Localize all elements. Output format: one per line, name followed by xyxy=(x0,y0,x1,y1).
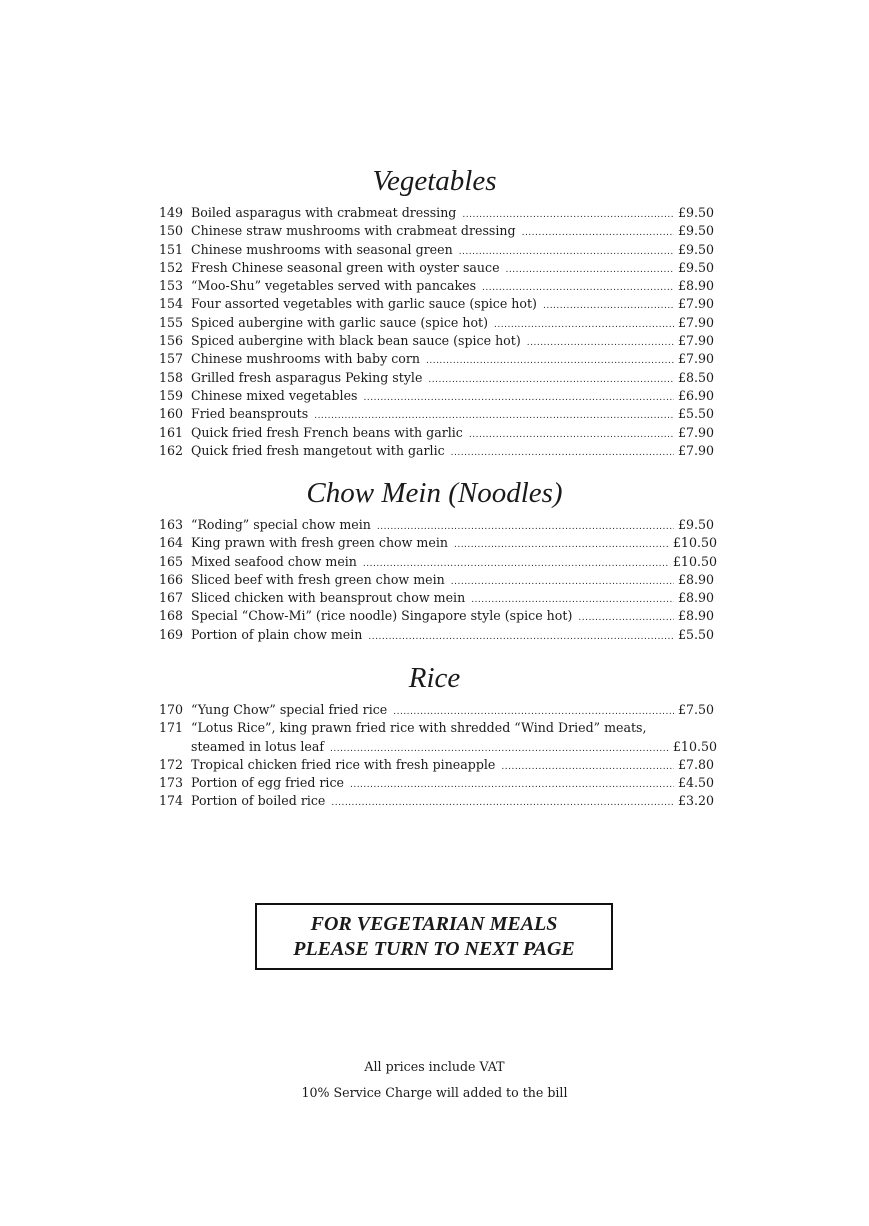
item-price: £9.50 xyxy=(678,223,715,239)
item-number: 167 xyxy=(159,590,184,606)
menu-item xyxy=(159,774,717,792)
menu-item xyxy=(159,792,717,810)
item-number: 162 xyxy=(159,442,184,458)
item-name-line2: steamed in lotus leaf xyxy=(191,738,324,754)
item-number: 149 xyxy=(159,205,184,220)
item-number: 153 xyxy=(159,278,184,294)
item-name: Sliced chicken with beansprout chow mein xyxy=(191,590,466,606)
item-name: Mixed seafood chow mein xyxy=(191,553,357,569)
menu-item xyxy=(159,607,717,625)
item-number: 155 xyxy=(159,314,184,330)
dot-leader xyxy=(451,444,674,462)
menu-list-vegetables xyxy=(159,204,717,460)
menu-item xyxy=(159,571,717,589)
menu-item xyxy=(159,222,717,240)
item-number: 163 xyxy=(159,517,184,532)
menu-item xyxy=(159,516,717,534)
section-title-rice: Rice xyxy=(408,662,461,694)
dot-leader xyxy=(527,334,674,352)
item-price: £7.90 xyxy=(678,424,715,440)
dot-leader xyxy=(501,758,674,776)
item-name: Grilled fresh asparagus Peking style xyxy=(191,369,423,385)
item-price: £5.50 xyxy=(678,626,715,642)
menu-item-continued xyxy=(159,738,717,756)
menu-item xyxy=(159,424,717,442)
dot-leader xyxy=(543,297,674,315)
item-price: £7.90 xyxy=(678,296,715,312)
vat-note: All prices include VAT xyxy=(364,1059,505,1074)
item-price: £7.80 xyxy=(678,756,715,772)
item-name: Special “Chow-Mi” (rice noodle) Singapore style (spice hot) xyxy=(191,608,573,624)
menu-item xyxy=(159,259,717,277)
item-price: £8.90 xyxy=(678,278,715,294)
item-name: “Moo-Shu” vegetables served with pancakes xyxy=(191,278,477,294)
item-name: Boiled asparagus with crabmeat dressing xyxy=(191,205,457,220)
item-name: “Lotus Rice”, king prawn fried rice with shredded “Wind Dried” meats, xyxy=(191,720,647,736)
item-name: Fried beansprouts xyxy=(191,406,309,422)
menu-item xyxy=(159,701,717,719)
dot-leader xyxy=(451,573,674,591)
item-number: 157 xyxy=(159,351,184,367)
item-number: 174 xyxy=(159,793,184,809)
menu-list-rice xyxy=(159,701,717,811)
item-name: Chinese straw mushrooms with crabmeat dressing xyxy=(191,223,516,239)
menu-item xyxy=(159,589,717,607)
item-name: Tropical chicken fried rice with fresh pineapple xyxy=(191,756,496,772)
item-name: Quick fried fresh mangetout with garlic xyxy=(191,442,445,458)
item-name: Four assorted vegetables with garlic sauce (spice hot) xyxy=(191,296,537,312)
menu-item xyxy=(159,387,717,405)
menu-item xyxy=(159,756,717,774)
item-name: Quick fried fresh French beans with garlic xyxy=(191,424,463,440)
item-price: £7.50 xyxy=(678,702,715,717)
item-price: £7.90 xyxy=(678,351,715,367)
item-price: £5.50 xyxy=(678,406,715,422)
item-number: 159 xyxy=(159,387,184,403)
dot-leader xyxy=(522,224,674,242)
menu-item xyxy=(159,277,717,295)
menu-item xyxy=(159,241,717,259)
item-price: £4.50 xyxy=(678,775,715,791)
menu-item xyxy=(159,369,717,387)
item-number: 161 xyxy=(159,424,184,440)
dot-leader xyxy=(469,426,674,444)
item-price: £10.50 xyxy=(672,738,717,754)
menu-item xyxy=(159,719,717,737)
item-name: Spiced aubergine with garlic sauce (spice hot) xyxy=(191,314,489,330)
item-number: 166 xyxy=(159,571,184,587)
dot-leader xyxy=(364,389,674,407)
dot-leader xyxy=(368,628,674,646)
item-name: Fresh Chinese seasonal green with oyster sauce xyxy=(191,259,500,275)
dot-leader xyxy=(506,261,674,279)
dot-leader xyxy=(428,371,674,389)
item-price: £8.90 xyxy=(678,608,715,624)
item-price: £7.90 xyxy=(678,442,715,458)
dot-leader xyxy=(454,536,669,554)
item-price: £7.90 xyxy=(678,333,715,349)
menu-item xyxy=(159,204,717,222)
item-price: £9.50 xyxy=(678,259,715,275)
section-title-chow-mein: Chow Mein (Noodles) xyxy=(306,477,563,509)
item-number: 154 xyxy=(159,296,184,312)
item-price: £8.90 xyxy=(678,590,715,606)
item-number: 150 xyxy=(159,223,184,239)
item-price: £8.90 xyxy=(678,571,715,587)
menu-list-chow-mein xyxy=(159,516,717,644)
item-name: “Yung Chow” special fried rice xyxy=(191,702,388,717)
item-name: Portion of egg fried rice xyxy=(191,775,344,791)
item-name: Sliced beef with fresh green chow mein xyxy=(191,571,445,587)
section-title-vegetables: Vegetables xyxy=(372,165,497,197)
dot-leader xyxy=(350,776,674,794)
item-price: £9.50 xyxy=(678,241,715,257)
notice-line-2: PLEASE TURN TO NEXT PAGE xyxy=(293,937,575,960)
notice-line-1: FOR VEGETARIAN MEALS xyxy=(310,912,558,935)
item-name: Portion of boiled rice xyxy=(191,793,326,809)
item-number: 168 xyxy=(159,608,184,624)
item-number: 172 xyxy=(159,756,184,772)
item-price: £7.90 xyxy=(678,314,715,330)
menu-item xyxy=(159,332,717,350)
dot-leader xyxy=(578,609,674,627)
item-number: 165 xyxy=(159,553,184,569)
item-number: 170 xyxy=(159,702,184,717)
dot-leader xyxy=(494,316,674,334)
item-name: Portion of plain chow mein xyxy=(191,626,363,642)
item-name: Spiced aubergine with black bean sauce (spice hot) xyxy=(191,333,521,349)
item-price: £8.50 xyxy=(678,369,715,385)
item-number: 158 xyxy=(159,369,184,385)
service-charge-note: 10% Service Charge will added to the bill xyxy=(301,1085,568,1100)
item-name: Chinese mushrooms with seasonal green xyxy=(191,241,453,257)
item-name: Chinese mushrooms with baby corn xyxy=(191,351,420,367)
item-price: £10.50 xyxy=(672,553,717,569)
item-number: 173 xyxy=(159,775,184,791)
item-name: Chinese mixed vegetables xyxy=(191,387,358,403)
item-number: 151 xyxy=(159,241,184,257)
menu-item xyxy=(159,442,717,460)
dot-leader xyxy=(426,352,674,370)
item-number: 152 xyxy=(159,259,184,275)
dot-leader xyxy=(331,794,674,812)
menu-item xyxy=(159,314,717,332)
vegetarian-notice-box xyxy=(255,903,613,970)
menu-item xyxy=(159,405,717,423)
item-price: £10.50 xyxy=(672,535,717,551)
menu-item xyxy=(159,626,717,644)
menu-item xyxy=(159,534,717,552)
item-number: 169 xyxy=(159,626,184,642)
menu-item xyxy=(159,553,717,571)
item-number: 171 xyxy=(159,720,184,736)
item-price: £9.50 xyxy=(678,517,715,532)
item-price: £6.90 xyxy=(678,387,715,403)
item-number: 156 xyxy=(159,333,184,349)
item-price: £3.20 xyxy=(678,793,715,809)
item-name: King prawn with fresh green chow mein xyxy=(191,535,448,551)
item-number: 164 xyxy=(159,535,184,551)
menu-item xyxy=(159,295,717,313)
item-number: 160 xyxy=(159,406,184,422)
item-name: “Roding” special chow mein xyxy=(191,517,371,532)
item-price: £9.50 xyxy=(678,205,715,220)
menu-item xyxy=(159,350,717,368)
